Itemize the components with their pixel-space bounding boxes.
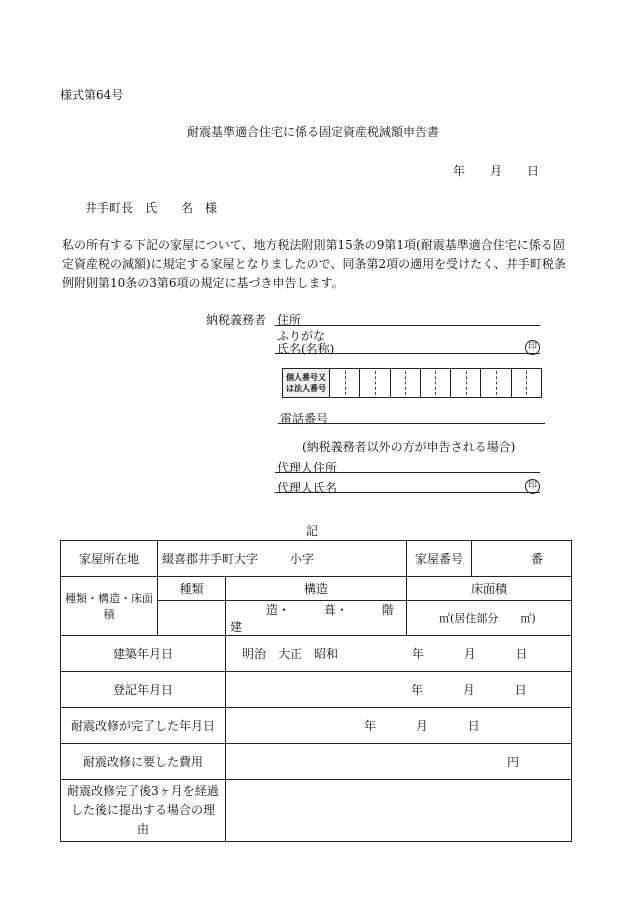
taxpayer-address-field[interactable] xyxy=(275,325,540,326)
individual-number-label: 個人番号又は法人番号 xyxy=(283,369,330,397)
kaidate-label: 階建 xyxy=(230,603,394,634)
seal-mark: 印 xyxy=(525,340,540,355)
yen-label: 円 xyxy=(507,755,520,769)
ban-label: 番 xyxy=(531,552,544,566)
floor-area-header: 床面積 xyxy=(407,577,572,601)
registered-month: 月 xyxy=(462,683,475,697)
buki-label: 葺・ xyxy=(323,603,348,617)
area-unit-label: ㎡(居住部分 ㎡) xyxy=(439,612,536,625)
kind-header: 種類 xyxy=(158,577,226,601)
date-month: 月 xyxy=(490,164,503,178)
agent-note: (納税義務者以外の方が申告される場合) xyxy=(302,440,516,454)
built-month: 月 xyxy=(463,647,476,661)
phone-label: 電話番号 xyxy=(280,412,329,426)
addressee: 井手町長 氏 名 様 xyxy=(85,201,218,215)
body-line-2: 定資産税の減額)に規定する家屋となりましたので、同条第2項の適用を受けたく、井手町税条 xyxy=(62,257,566,271)
built-year: 年 xyxy=(411,647,424,661)
taxpayer-heading: 納税義務者 xyxy=(206,313,267,327)
taxpayer-name-field[interactable] xyxy=(275,353,540,354)
completed-year: 年 xyxy=(364,719,377,733)
cost-cell[interactable] xyxy=(226,744,572,780)
structure-header: 構造 xyxy=(226,577,407,601)
late-reason-label: 耐震改修完了後3ヶ月を経過した後に提出する場合の理由 xyxy=(61,780,226,842)
phone-field[interactable] xyxy=(278,423,545,424)
completed-month: 月 xyxy=(415,719,428,733)
built-day: 日 xyxy=(515,647,528,661)
date-year: 年 xyxy=(453,164,466,178)
individual-number-box[interactable] xyxy=(282,368,542,398)
location-cell[interactable] xyxy=(158,541,407,577)
body-line-3: 例附則第10条の3第6項の規定に基づき申告します。 xyxy=(62,276,344,290)
form-number: 様式第64号 xyxy=(60,88,124,102)
completed-date-label: 耐震改修が完了した年月日 xyxy=(61,708,226,744)
agent-name-label: 代理人氏名 xyxy=(277,481,338,495)
kind-cell[interactable] xyxy=(158,601,226,636)
taxpayer-address-label: 住所 xyxy=(277,313,302,327)
floor-area-cell[interactable] xyxy=(407,601,572,636)
agent-seal-mark: 印 xyxy=(525,479,540,494)
koaza-label: 小字 xyxy=(289,552,314,566)
house-number-label: 家屋番号 xyxy=(407,541,472,577)
completed-day: 日 xyxy=(467,719,480,733)
agent-address-label: 代理人住所 xyxy=(277,461,338,475)
built-date-cell[interactable] xyxy=(226,636,572,672)
taxpayer-name-label: 氏名(名称) xyxy=(277,342,335,356)
date-day: 日 xyxy=(527,164,540,178)
structure-cell[interactable] xyxy=(226,601,407,636)
location-label: 家屋所在地 xyxy=(61,541,158,577)
late-reason-cell[interactable] xyxy=(226,780,572,842)
registered-year: 年 xyxy=(411,683,424,697)
number-digit-cell[interactable] xyxy=(421,369,451,397)
number-digit-cell[interactable] xyxy=(481,369,511,397)
number-digit-cell[interactable] xyxy=(391,369,421,397)
number-digit-cell[interactable] xyxy=(330,369,360,397)
registered-day: 日 xyxy=(514,683,527,697)
registered-date-label: 登記年月日 xyxy=(61,672,226,708)
body-line-1: 私の所有する下記の家屋について、地方税法附則第15条の9第1項(耐震基準適合住宅に係る固 xyxy=(62,238,565,252)
property-table xyxy=(60,540,572,842)
registered-date-cell[interactable] xyxy=(226,672,572,708)
number-digit-cell[interactable] xyxy=(512,369,541,397)
taxpayer-furigana-label: ふりがな xyxy=(277,329,326,343)
built-date-label: 建築年月日 xyxy=(61,636,226,672)
house-number-cell[interactable] xyxy=(472,541,572,577)
zou-label: 造・ xyxy=(266,603,291,617)
number-digit-cell[interactable] xyxy=(360,369,390,397)
location-value: 綴喜郡井手町大字 xyxy=(162,552,259,566)
ki-heading: 記 xyxy=(306,524,319,538)
agent-name-field[interactable] xyxy=(275,492,540,493)
agent-address-field[interactable] xyxy=(275,472,540,473)
era-options: 明治 大正 昭和 xyxy=(242,647,339,661)
completed-date-cell[interactable] xyxy=(226,708,572,744)
kind-structure-area-label: 種類・構造・床面積 xyxy=(61,577,158,636)
number-digit-cell[interactable] xyxy=(451,369,481,397)
page-title: 耐震基準適合住宅に係る固定資産税減額申告書 xyxy=(187,125,440,139)
cost-label: 耐震改修に要した費用 xyxy=(61,744,226,780)
